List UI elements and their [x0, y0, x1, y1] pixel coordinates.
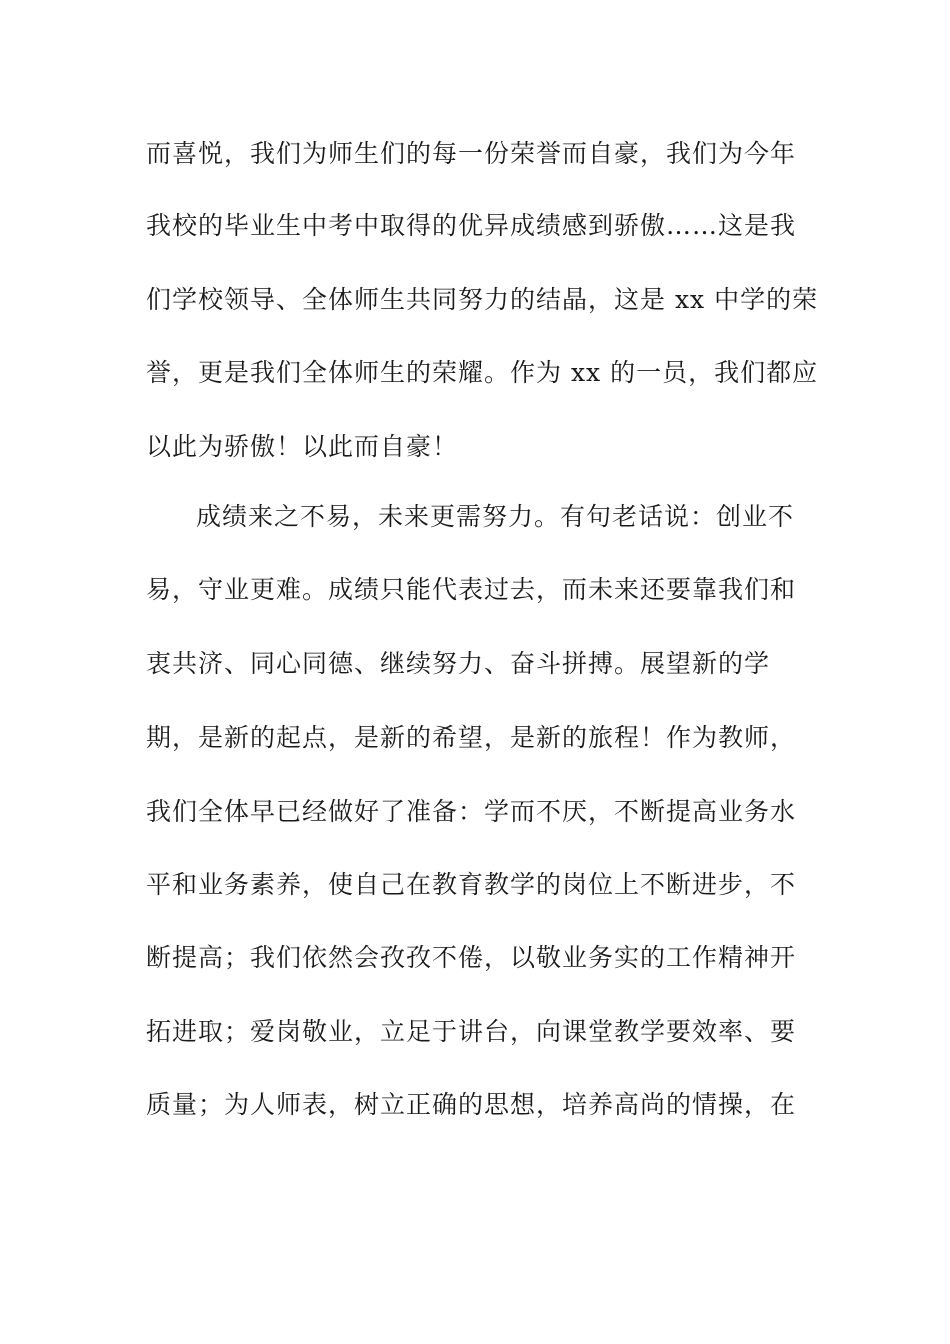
text-line: 衷共济、同心同德、继续努力、奋斗拼搏。展望新的学: [146, 649, 771, 678]
text-line: 质量；为人师表，树立正确的思想，培养高尚的情操，在: [146, 1090, 797, 1119]
text-line: 断提高；我们依然会孜孜不倦，以敬业务实的工作精神开: [146, 943, 797, 972]
text-line: 拓进取；爱岗敬业，立足于讲台，向课堂教学要效率、要: [146, 1017, 797, 1046]
text-line: 期，是新的起点，是新的希望，是新的旅程！作为教师，: [146, 723, 797, 752]
text-line: 而喜悦，我们为师生们的每一份荣誉而自豪，我们为今年: [146, 139, 797, 168]
text-line: 以此为骄傲！以此而自豪！: [146, 432, 459, 461]
text-line: 誉，更是我们全体师生的荣耀。作为 xx 的一员，我们都应: [146, 358, 819, 387]
text-line: 平和业务素养，使自己在教育教学的岗位上不断进步，不: [146, 870, 797, 899]
text-line: 易，守业更难。成绩只能代表过去，而未来还要靠我们和: [146, 575, 797, 604]
text-line: 我们全体早已经做好了准备：学而不厌，不断提高业务水: [146, 797, 797, 826]
paragraph-first-line: 成绩来之不易，未来更需努力。有句老话说：创业不: [196, 502, 795, 531]
text-line: 我校的毕业生中考中取得的优异成绩感到骄傲……这是我: [146, 211, 797, 240]
text-line: 们学校领导、全体师生共同努力的结晶，这是 xx 中学的荣: [146, 285, 819, 314]
